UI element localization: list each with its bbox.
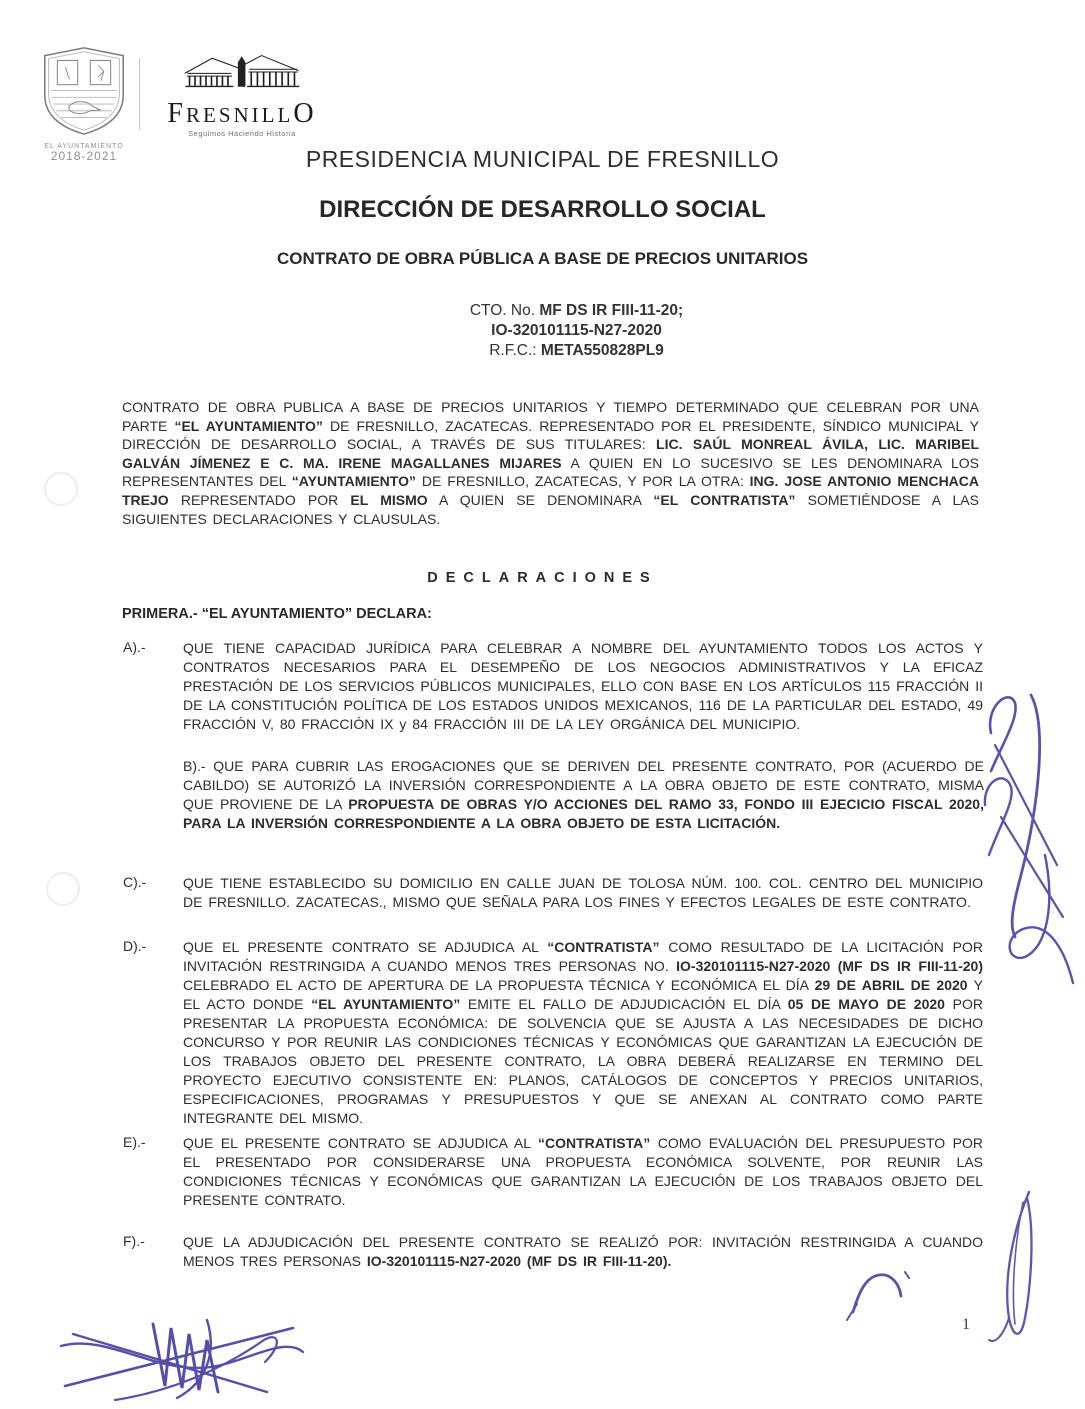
department-title: DIRECCIÓN DE DESARROLLO SOCIAL	[319, 196, 766, 223]
declaration-item-d	[123, 938, 983, 1128]
hole-punch-mark	[44, 472, 78, 506]
rfc-label: R.F.C.:	[489, 342, 541, 359]
fresnillo-wordmark	[152, 100, 332, 128]
signature-right-margin	[975, 685, 1085, 985]
cto-label: CTO. No.	[469, 302, 540, 319]
item-label-f: F).-	[123, 1233, 145, 1249]
declaration-item-a	[123, 639, 983, 734]
rfc-line	[34, 341, 1085, 361]
item-label-c: C).-	[123, 874, 147, 890]
crest-caption-line1: EL AYUNTAMIENTO	[44, 143, 124, 150]
declaration-item-c	[123, 874, 983, 912]
item-text-c: QUE TIENE ESTABLECIDO SU DOMICILIO EN CALLE JUAN DE TOLOSA NÚM. 100. COL. CENTRO DEL MUNICIPIO DE FRESNILLO. ZACATECAS., MISMO QUE SEÑALA PARA LOS FINES Y EFECTOS LEGALES DE ESTE CONTRATO.	[183, 875, 983, 910]
declaraciones-heading: DECLARACIONES	[427, 570, 658, 586]
hole-punch-mark	[46, 872, 80, 906]
fresnillo-logo	[152, 46, 332, 138]
intro-paragraph: CONTRATO DE OBRA PUBLICA A BASE DE PRECIOS UNITARIOS Y TIEMPO DETERMINADO QUE CELEBRAN POR UNA PARTE “EL AYUNTAMIENTO” DE FRESNILLO, ZACATECAS. REPRESENTADO POR EL PRESIDENTE, SÍNDICO MUNICIPAL Y DIRECCIÓN DE DESARROLLO SOCIAL, A TRAVÉS DE SUS TITULARES: LIC. SAÚL MONREAL ÁVILA, LIC. MARIBEL GALVÁN JÍMENEZ E C. MA. IRENE MAGALLANES MIJARES A QUIEN EN LO SUCESIVO SE LES DENOMINARA LOS REPRESENTANTES DEL “AYUNTAMIENTO” DE FRESNILLO, ZACATECAS, Y POR LA OTRA: ING. JOSE ANTONIO MENCHACA TREJO REPRESENTADO POR EL MISMO A QUIEN SE DENOMINARA “EL CONTRATISTA” SOMETIÉNDOSE A LAS SIGUIENTES DECLARACIONES Y CLAUSULAS.	[122, 399, 980, 527]
rfc-value: META550828PL9	[540, 342, 664, 359]
contract-reference	[34, 301, 1085, 361]
page-number: 1	[962, 1316, 970, 1333]
contract-number-line	[34, 301, 1085, 321]
io-number: IO-320101115-N27-2020	[491, 322, 662, 339]
item-text-d: QUE EL PRESENTE CONTRATO SE ADJUDICA AL “CONTRATISTA” COMO RESULTADO DE LA LICITACIÓN POR INVITACIÓN RESTRINGIDA A CUANDO MENOS TRES PERSONAS NO. IO-320101115-N27-2020 (MF DS IR FIII-11-20) CELEBRADO EL ACTO DE APERTURA DE LA PROPUESTA TÉCNICA Y ECONÓMICA EL DÍA 29 DE ABRIL DE 2020 Y EL ACTO DONDE “EL AYUNTAMIENTO” EMITE EL FALLO DE ADJUDICACIÓN EL DÍA 05 DE MAYO DE 2020 POR PRESENTAR LA PROPUESTA ECONÓMICA: DE SOLVENCIA QUE SE AJUSTA A LAS NECESIDADES DE DICHO CONCURSO Y POR REUNIR LAS CONDICIONES TÉCNICAS Y ECONÓMICAS QUE GARANTIZAN LA EJECUCIÓN DE LOS TRABAJOS OBJETO DEL PRESENTE CONTRATO, LA OBRA DEBERÁ REALIZARSE EN TERMINO DEL PROYECTO EJECUTIVO CONSISTENTE EN: PLANOS, CATÁLOGOS DE CONCEPTOS Y PRECIOS UNITARIOS, ESPECIFICACIONES, PROGRAMAS Y PRESUPUESTOS Y QUE SE ANEXAN AL CONTRATO COMO PARTE INTEGRANTE DEL MISMO.	[183, 939, 984, 1126]
primera-heading: PRIMERA.- “EL AYUNTAMIENTO” DECLARA:	[122, 606, 432, 622]
item-text-f: QUE LA ADJUDICACIÓN DEL PRESENTE CONTRATO SE REALIZÓ POR: INVITACIÓN RESTRINGIDA A CUANDO MENOS TRES PERSONAS IO-320101115-N27-2020 (MF DS IR FIII-11-20).	[183, 1234, 983, 1269]
declaration-item-e	[123, 1134, 983, 1210]
crest-caption-line2: 2018-2021	[50, 149, 118, 164]
fresnillo-monument-icon	[182, 46, 302, 98]
item-label-e: E).-	[123, 1134, 146, 1150]
fresnillo-tagline: Seguimos Haciendo Historia	[188, 129, 296, 138]
item-label-a: A).-	[123, 639, 146, 655]
item-text-a: QUE TIENE CAPACIDAD JURÍDICA PARA CELEBRAR A NOMBRE DEL AYUNTAMIENTO TODOS LOS ACTOS Y CONTRATOS NECESARIOS PARA EL DESEMPEÑO DE LOS NEGOCIOS ADMINISTRATIVOS Y LA EFICAZ PRESTACIÓN DE LOS SERVICIOS PÚBLICOS MUNICIPALES, ELLO CON BASE EN LOS ARTÍCULOS 115 FRACCIÓN II DE LA CONSTITUCIÓN POLÍTICA DE LOS ESTADOS UNIDOS MEXICANOS, 116 DE LA PARTICULAR DEL ESTADO, 49 FRACCIÓN V, 80 FRACCIÓN IX y 84 FRACCIÓN III DE LA LEY ORGÁNICA DEL MUNICIPIO.	[183, 640, 983, 732]
item-label-d: D).-	[123, 938, 147, 954]
wordmark-first-letter: F	[167, 98, 186, 129]
pen-stroke-bottom-right	[985, 1190, 1055, 1350]
header-divider	[139, 58, 140, 130]
page-title: PRESIDENCIA MUNICIPAL DE FRESNILLO	[305, 146, 780, 172]
item-text-e: QUE EL PRESENTE CONTRATO SE ADJUDICA AL “CONTRATISTA” COMO EVALUACIÓN DEL PRESUPUESTO POR EL PRESENTADO POR CONSIDERARSE UNA PROPUESTA ECONÓMICA SOLVENTE, POR REUNIR LAS CONDICIONES TÉCNICAS Y ECONÓMICAS QUE GARANTIZAN LA EJECUCIÓN DE LOS TRABAJOS OBJETO DEL PRESENTE CONTRATO.	[183, 1135, 983, 1208]
signature-bottom-left	[55, 1312, 310, 1407]
pen-mark-small	[845, 1268, 915, 1323]
wordmark-middle: RESNILL	[186, 103, 294, 127]
item-text-b: B).- QUE PARA CUBRIR LAS EROGACIONES QUE SE DERIVEN DEL PRESENTE CONTRATO, POR (ACUERDO DE CABILDO) SE AUTORIZÓ LA INVERSIÓN CORRESPONDIENTE A LA OBRA OBJETO DE ESTE CONTRATO, MISMA QUE PROVIENE DE LA PROPUESTA DE OBRAS Y/O ACCIONES DEL RAMO 33, FONDO III EJECICIO FISCAL 2020, PARA LA INVERSIÓN CORRESPONDIENTE A LA OBRA OBJETO DE ESTA LICITACIÓN.	[183, 758, 984, 831]
coat-of-arms-icon	[38, 44, 130, 136]
declaration-item-b	[183, 757, 984, 833]
declaration-item-f	[123, 1233, 983, 1271]
wordmark-last-letter: O	[293, 98, 317, 129]
cto-value: MF DS IR FIII-11-20;	[539, 302, 684, 319]
document-type-title: CONTRATO DE OBRA PÚBLICA A BASE DE PRECIOS UNITARIOS	[276, 249, 809, 268]
